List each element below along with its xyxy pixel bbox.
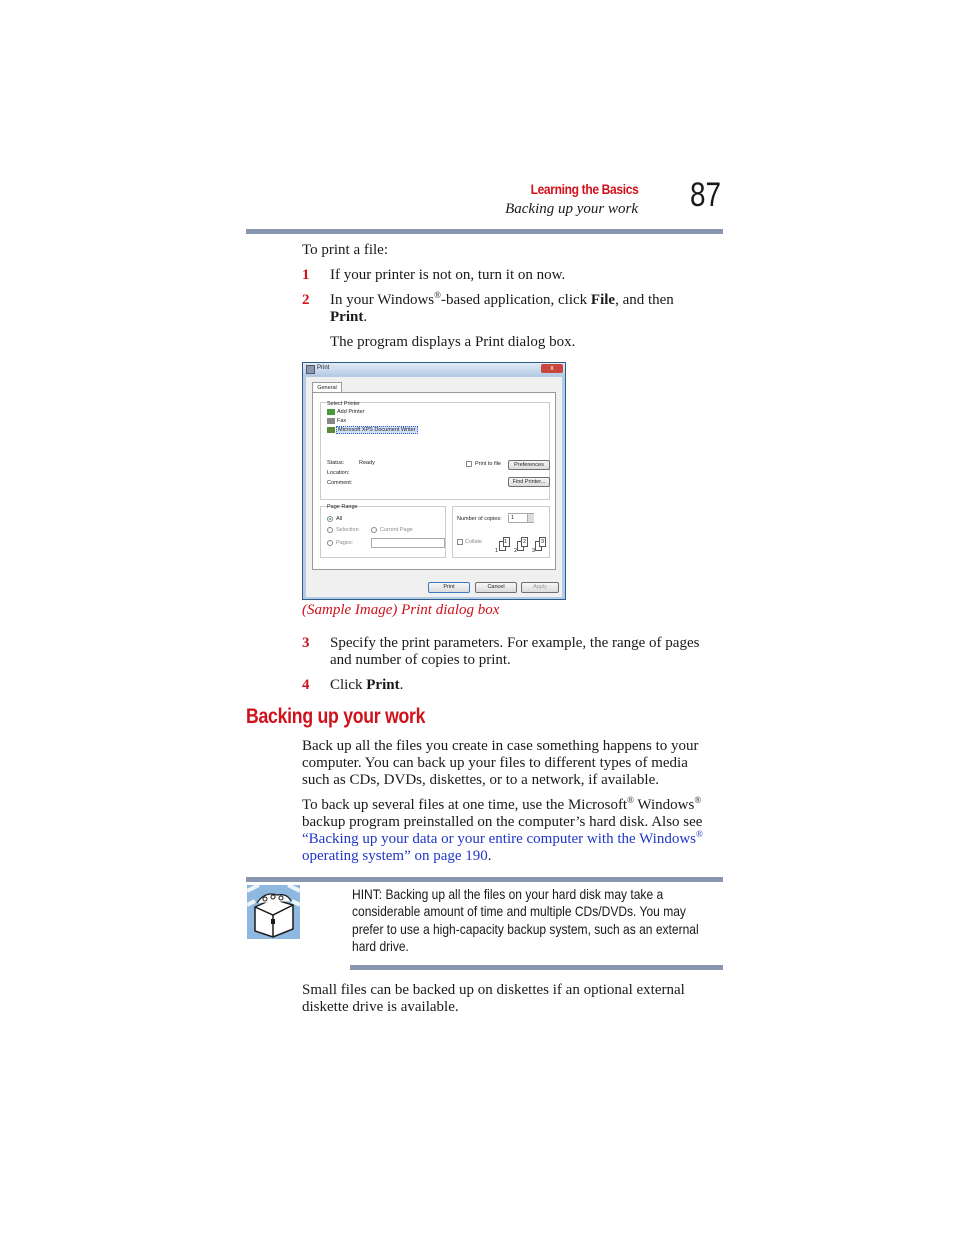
paragraph-2-text: Windows xyxy=(633,797,695,813)
step-2-mid: -based application, click xyxy=(440,292,591,308)
running-header-chapter: Learning the Basics xyxy=(530,181,638,197)
collate-number: 3 xyxy=(532,548,536,554)
collate-label: Collate xyxy=(465,539,483,545)
dialog-title: Print xyxy=(317,365,330,371)
select-printer-label: Select Printer xyxy=(327,401,361,407)
step-2 xyxy=(302,292,310,309)
dialog-body xyxy=(306,377,562,597)
registered-mark: ® xyxy=(696,829,703,839)
step-1-text: If your printer is not on, turn it on now. xyxy=(330,267,566,283)
step-number: 1 xyxy=(302,267,310,283)
page-range-group xyxy=(320,506,446,558)
step-2-text xyxy=(330,292,720,326)
current-page-label: Current Page xyxy=(380,527,413,533)
running-header-section: Backing up your work xyxy=(505,201,638,217)
collate-number: 2 xyxy=(523,539,527,545)
registered-mark: ® xyxy=(627,795,634,805)
step-2-pre: In your Windows xyxy=(330,292,435,308)
paragraph-1-line: such as CDs, DVDs, diskettes, or to a network, if available. xyxy=(302,772,660,788)
copies-input[interactable]: 1 xyxy=(508,513,534,523)
selection-label: Selection xyxy=(336,527,359,533)
radio-current-page[interactable] xyxy=(371,527,377,533)
hint-line: prefer to use a high-capacity backup system, such as an external xyxy=(352,920,699,937)
step-number: 3 xyxy=(302,635,310,651)
printer-xps[interactable]: Microsoft XPS Document Writer xyxy=(338,427,416,433)
step-number: 2 xyxy=(302,292,310,308)
step-3-line2: and number of copies to print. xyxy=(330,652,511,668)
step-3-line1: Specify the print parameters. For example, the range of pages xyxy=(330,635,700,651)
status-value: Ready xyxy=(359,460,375,466)
step-3-text xyxy=(330,635,722,669)
comment-label: Comment: xyxy=(327,480,353,486)
tab-panel xyxy=(312,392,556,570)
step-number: 4 xyxy=(302,677,310,693)
add-printer-icon xyxy=(327,409,335,415)
copies-spinner[interactable] xyxy=(527,514,534,522)
collate-number: 1 xyxy=(504,539,508,545)
printer-icon xyxy=(306,365,315,374)
hint-line: hard drive. xyxy=(352,938,409,955)
close-icon[interactable]: x xyxy=(541,364,563,373)
select-printer-group xyxy=(320,402,550,500)
fax-icon xyxy=(327,418,335,424)
radio-selection[interactable] xyxy=(327,527,333,533)
status-label: Status: xyxy=(327,460,345,466)
step-4-text xyxy=(330,677,403,694)
treasure-chest-icon xyxy=(247,885,300,939)
location-label: Location: xyxy=(327,470,350,476)
cancel-button[interactable]: Cancel xyxy=(475,582,517,593)
tab-general[interactable]: General xyxy=(312,382,342,393)
paragraph-3-line: diskette drive is available. xyxy=(302,999,459,1015)
hint-line: HINT: Backing up all the files on your hard disk may take a xyxy=(352,886,664,902)
paragraph-2-text: backup program preinstalled on the computer’s hard disk. Also see xyxy=(302,814,703,830)
radio-all[interactable] xyxy=(327,516,333,522)
step-2-post: , and then xyxy=(615,292,674,308)
step-2-note: The program displays a Print dialog box. xyxy=(330,334,576,350)
file-menu-term: File xyxy=(590,292,616,308)
pages-input[interactable] xyxy=(371,538,445,548)
hint-text xyxy=(352,886,699,956)
print-to-file-label: Print to file xyxy=(475,461,501,467)
paragraph-3 xyxy=(302,982,722,1016)
print-dialog-image xyxy=(302,362,566,600)
registered-mark: ® xyxy=(694,795,702,805)
page-range-label: Page Range xyxy=(327,504,358,510)
hint-bottom-rule xyxy=(350,965,723,970)
xps-printer-icon xyxy=(327,427,335,433)
paragraph-1-line: Back up all the files you create in case something happens to your xyxy=(302,738,699,754)
collate-checkbox[interactable] xyxy=(457,539,463,545)
step-2-end: . xyxy=(363,309,368,325)
intro-text: To print a file: xyxy=(302,242,389,258)
dialog-titlebar xyxy=(303,363,565,375)
print-to-file-checkbox[interactable] xyxy=(466,461,472,467)
copies-label: Number of copies: xyxy=(457,516,502,522)
paragraph-1-line: computer. You can back up your files to different types of media xyxy=(302,755,688,771)
printer-add[interactable]: Add Printer xyxy=(337,409,365,415)
all-label: All xyxy=(336,516,343,522)
printer-fax[interactable]: Fax xyxy=(337,418,347,424)
paragraph-2 xyxy=(302,797,722,865)
hint-line: considerable amount of time and multiple CDs/DVDs. You may xyxy=(352,903,686,920)
step-4-end: . xyxy=(399,677,404,693)
step-1 xyxy=(302,267,310,284)
link-text[interactable]: operating system” on page 190 xyxy=(302,848,488,864)
section-heading: Backing up your work xyxy=(246,705,426,728)
page-number: 87 xyxy=(690,176,722,214)
step-4 xyxy=(302,677,310,694)
print-term: Print xyxy=(366,677,400,693)
preferences-button[interactable]: Preferences xyxy=(508,460,550,470)
paragraph-3-line: Small files can be backed up on diskettes if an optional external xyxy=(302,982,685,998)
paragraph-1 xyxy=(302,738,722,789)
pages-label: Pages: xyxy=(336,540,354,546)
radio-pages[interactable] xyxy=(327,540,333,546)
hint-top-rule xyxy=(246,877,723,882)
registered-mark: ® xyxy=(434,290,441,300)
find-printer-button[interactable]: Find Printer... xyxy=(508,477,550,487)
cross-reference-link[interactable] xyxy=(302,831,703,864)
apply-button[interactable]: Apply xyxy=(521,582,559,593)
header-rule xyxy=(246,229,723,234)
collate-number: 2 xyxy=(514,548,518,554)
paragraph-2-end: . xyxy=(487,848,492,864)
paragraph-2-text: To back up several files at one time, use the Microsoft xyxy=(302,797,628,813)
copies-group xyxy=(452,506,550,558)
collate-number: 3 xyxy=(541,539,545,545)
link-text[interactable]: “Backing up your data or your entire computer with the Windows xyxy=(302,831,697,847)
print-menu-term: Print xyxy=(330,309,364,325)
print-button[interactable]: Print xyxy=(428,582,470,593)
step-4-pre: Click xyxy=(330,677,367,693)
figure-caption: (Sample Image) Print dialog box xyxy=(302,602,500,618)
step-3 xyxy=(302,635,310,652)
collate-number: 1 xyxy=(495,548,499,554)
